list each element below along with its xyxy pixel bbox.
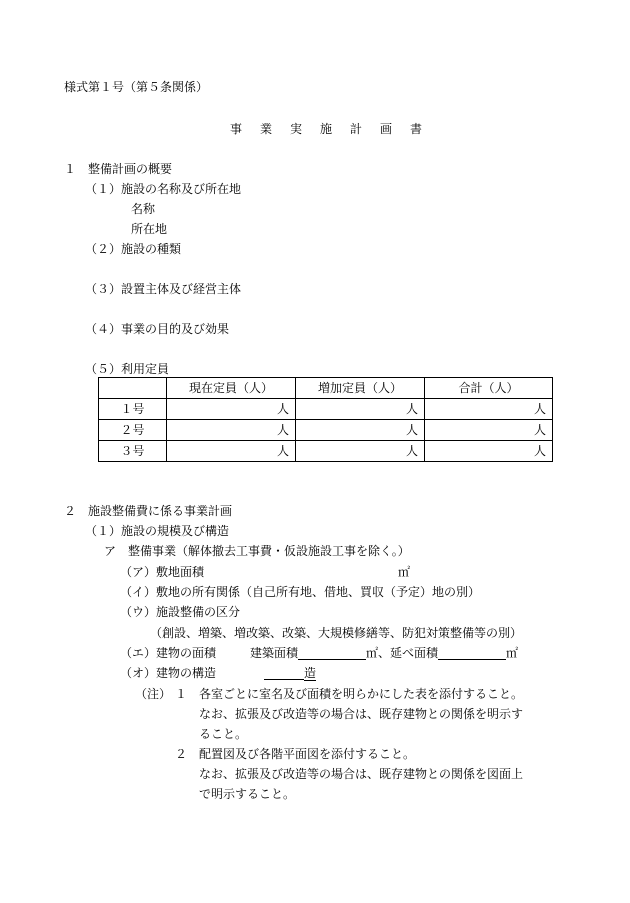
total-floor-area-unit: ㎡: [506, 646, 519, 660]
building-area-label: （エ）建物の面積: [120, 646, 217, 660]
note1-line1: 各室ごとに室名及び面積を明らかにした表を添付すること。: [199, 687, 524, 701]
note2-number: ２: [175, 747, 188, 761]
structure-unit: 造: [304, 666, 317, 680]
row-label: ３号: [99, 441, 167, 462]
facility-name-label: 名称: [131, 202, 156, 216]
note2-line3: で明示すること。: [199, 787, 296, 801]
title-char: 施: [319, 122, 332, 136]
sec2-sub-a: ア 整備事業（解体撤去工事費・仮設施設工事を除く。）: [104, 544, 410, 558]
capacity-table: [98, 377, 553, 462]
note2-line2: なお、拡張及び改造等の場合は、既存建物との関係を図面上: [199, 767, 524, 781]
note1-number: １: [175, 687, 188, 701]
site-ownership: （イ）敷地の所有関係（自己所有地、借地、買収（予定）地の別）: [120, 585, 481, 599]
site-area-unit: ㎡: [398, 565, 411, 579]
sec1-item2: （２）施設の種類: [85, 242, 182, 256]
building-footprint-unit: ㎡、: [366, 646, 391, 660]
section2-heading: ２ 施設整備費に係る事業計画: [64, 504, 233, 518]
title-char: 業: [259, 122, 272, 136]
note-label: （注）: [135, 687, 172, 701]
table-cell: 人: [296, 399, 425, 420]
row-label: １号: [99, 399, 167, 420]
building-footprint-label: 建築面積: [250, 646, 299, 660]
table-row: [99, 399, 553, 420]
title-char: 事: [229, 122, 242, 136]
table-cell: 人: [425, 420, 553, 441]
total-floor-area-blank: [438, 647, 506, 660]
table-header-cell: 合計（人）: [425, 378, 553, 399]
sec1-item5: （５）利用定員: [85, 362, 170, 376]
sec2-item1: （１）施設の規模及び構造: [85, 524, 230, 538]
sec1-item4: （４）事業の目的及び効果: [85, 322, 230, 336]
title-char: 書: [409, 122, 422, 136]
table-cell: 人: [296, 441, 425, 462]
title-char: 画: [379, 122, 392, 136]
table-cell: 人: [296, 420, 425, 441]
table-cell: 人: [167, 441, 296, 462]
table-header-cell: 現在定員（人）: [167, 378, 296, 399]
table-cell: 人: [425, 441, 553, 462]
title-char: 実: [289, 122, 302, 136]
note2-line1: 配置図及び各階平面図を添付すること。: [199, 747, 416, 761]
table-header-row: [99, 378, 553, 399]
form-label: 様式第１号（第５条関係）: [64, 80, 209, 94]
table-cell: 人: [425, 399, 553, 420]
note1-line3: ること。: [199, 727, 248, 741]
table-row: [99, 441, 553, 462]
building-footprint-blank: [298, 647, 366, 660]
building-structure-row: [264, 667, 316, 680]
total-floor-area-label: 延べ面積: [390, 646, 439, 660]
building-structure-label: （オ）建物の構造: [120, 666, 217, 680]
table-cell: 人: [167, 420, 296, 441]
table-row: [99, 420, 553, 441]
structure-blank: [264, 667, 304, 680]
sec1-item3: （３）設置主体及び経営主体: [85, 282, 242, 296]
note1-line2: なお、拡張及び改造等の場合は、既存建物との関係を明示す: [199, 707, 524, 721]
sec1-item1: （１）施設の名称及び所在地: [85, 182, 242, 196]
facility-category: （ウ）施設整備の区分: [120, 605, 241, 619]
facility-category-detail: （創設、増築、増改築、改築、大規模修繕等、防犯対策整備等の別）: [150, 626, 523, 640]
table-header-cell: 増加定員（人）: [296, 378, 425, 399]
building-area-row: [250, 647, 518, 660]
page-title: [221, 123, 431, 135]
site-area-label: （ア）敷地面積: [120, 565, 205, 579]
table-cell: 人: [167, 399, 296, 420]
title-char: 計: [349, 122, 362, 136]
facility-location-label: 所在地: [131, 222, 168, 236]
row-label: ２号: [99, 420, 167, 441]
table-header-cell: [99, 378, 167, 399]
section1-heading: １ 整備計画の概要: [64, 162, 173, 176]
